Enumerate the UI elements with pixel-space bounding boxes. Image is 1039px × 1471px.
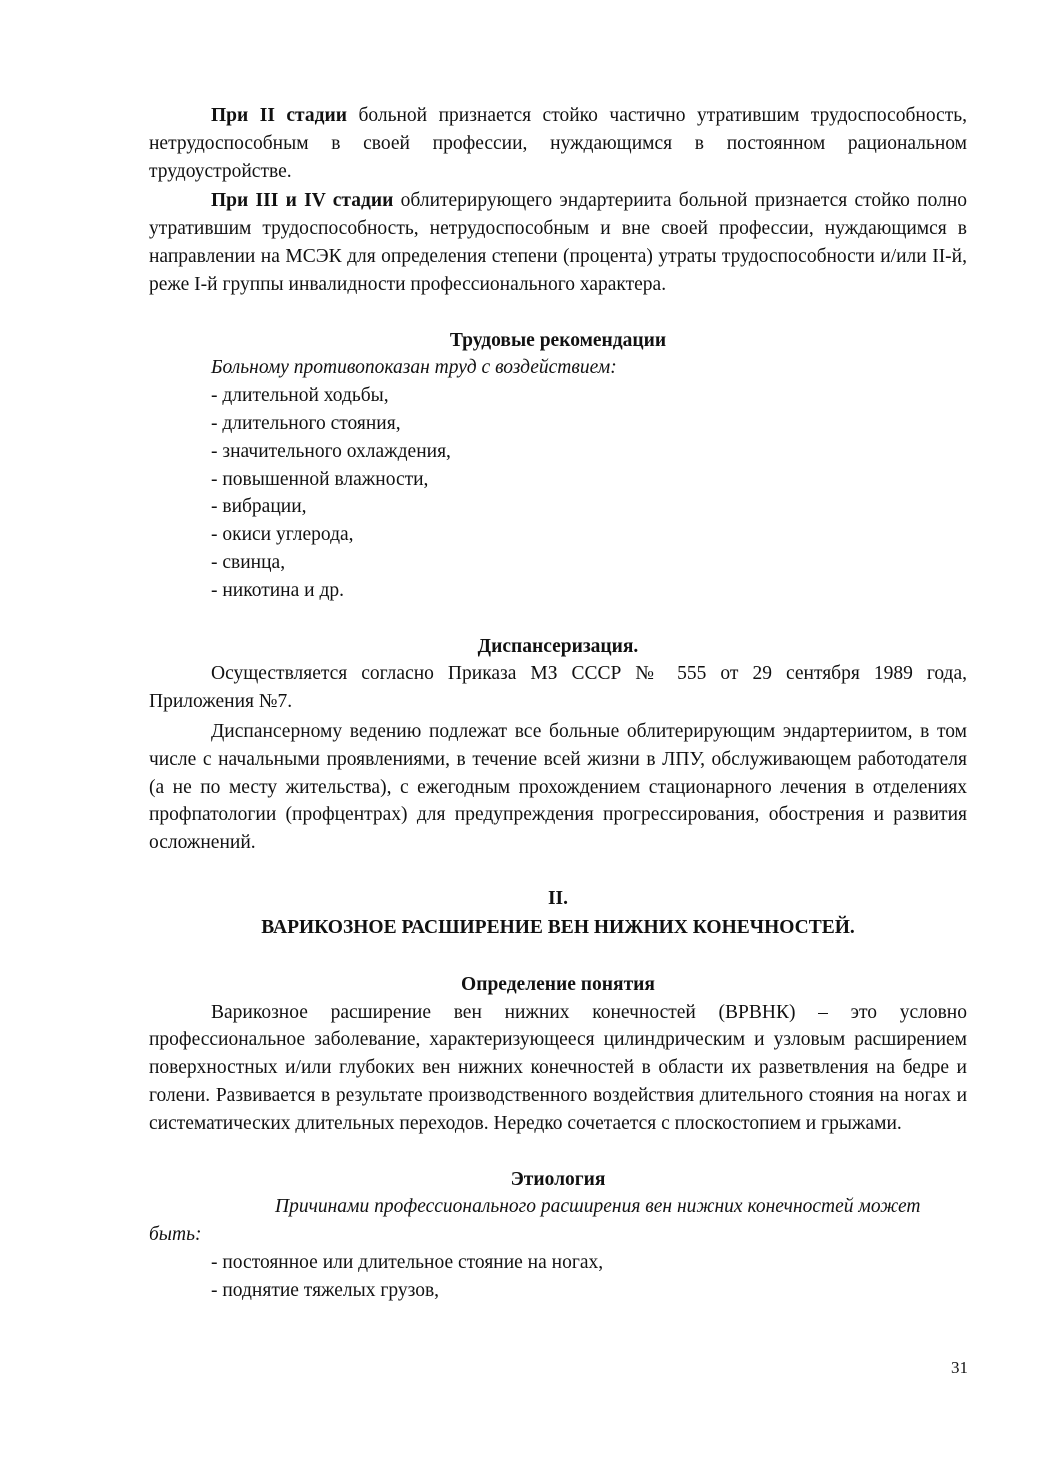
definition-title: Определение понятия [461,973,655,995]
work-recommendations-title: Трудовые рекомендации [449,329,667,351]
list-item: - никотина и др. [211,579,344,601]
dispensary-title: Диспансеризация. [477,635,639,657]
list-item: - повышенной влажности, [211,468,429,490]
etiology-list [149,1249,967,1305]
stage34-lead: При III и IV стадии [211,190,394,212]
stage34-text: облитерирующего эндартериита больной признается стойко полно утратившим трудоспособность, нетрудоспособным и вне своей профессии, нуждающимся в направлении на МСЭК для определения степени (процента) утраты трудоспособности и/или II-й, реже I-й группы инвалидности профессионального характера. [149,190,968,295]
etiology-title: Этиология [510,1168,606,1190]
list-item: - длительной ходьбы, [211,385,389,407]
stage34-paragraph [149,187,967,298]
list-item: - свинца, [211,551,286,573]
list-item: - длительного стояния, [211,412,401,434]
section-number: II. [547,887,569,909]
work-recommendations-list [149,382,967,604]
stage2-text: больной признается стойко частично утратившим трудоспособность, нетрудоспособным в своей профессии, нуждающимся в постоянном рациональном трудоустройстве. [149,105,967,182]
dispensary-paragraph-2: Диспансерному ведению подлежат все больные облитерирующим эндартериитом, в том числе с начальными проявлениями, в течение всей жизни в ЛПУ, обслуживающем работодателя (а не по месту жительства), с ежегодным прохождением стационарного лечения в отделениях профпатологии (профцентрах) для предупреждения прогрессирования, обострения и развития осложнений. [149,720,967,854]
dispensary-paragraph-1: Осуществляется согласно Приказа МЗ СССР № 555 от 29 сентября 1989 года, Приложения №7. [149,663,967,713]
etiology-lead: Причинами профессионального расширения вен нижних конечностей может быть: [149,1196,921,1246]
list-item: - постоянное или длительное стояние на ногах, [211,1251,604,1273]
stage2-lead: При II стадии [211,105,347,126]
page-content [149,102,967,1304]
list-item: - поднятие тяжелых грузов, [211,1279,440,1301]
list-item: - окиси углерода, [211,524,354,546]
section-title: ВАРИКОЗНОЕ РАСШИРЕНИЕ ВЕН НИЖНИХ КОНЕЧНОСТЕЙ. [261,916,855,938]
stage2-paragraph [149,102,967,185]
page-number: 31 [951,1358,968,1377]
list-item: - вибрации, [211,496,307,518]
definition-paragraph: Варикозное расширение вен нижних конечностей (ВРВНК) – это условно профессиональное заболевание, характеризующееся цилиндрическим и узловым расширением поверхностных и/или глубоких вен нижних конечностей в области их разветвления на бедре и голени. Развивается в результате производственного воздействия длительного стояния на ногах и систематических длительных переходов. Нередко сочетается с плоскостопием и грыжами. [149,1001,967,1134]
list-item: - значительного охлаждения, [211,440,451,462]
work-recommendations-lead: Больному противопоказан труд с воздействием: [211,357,617,379]
